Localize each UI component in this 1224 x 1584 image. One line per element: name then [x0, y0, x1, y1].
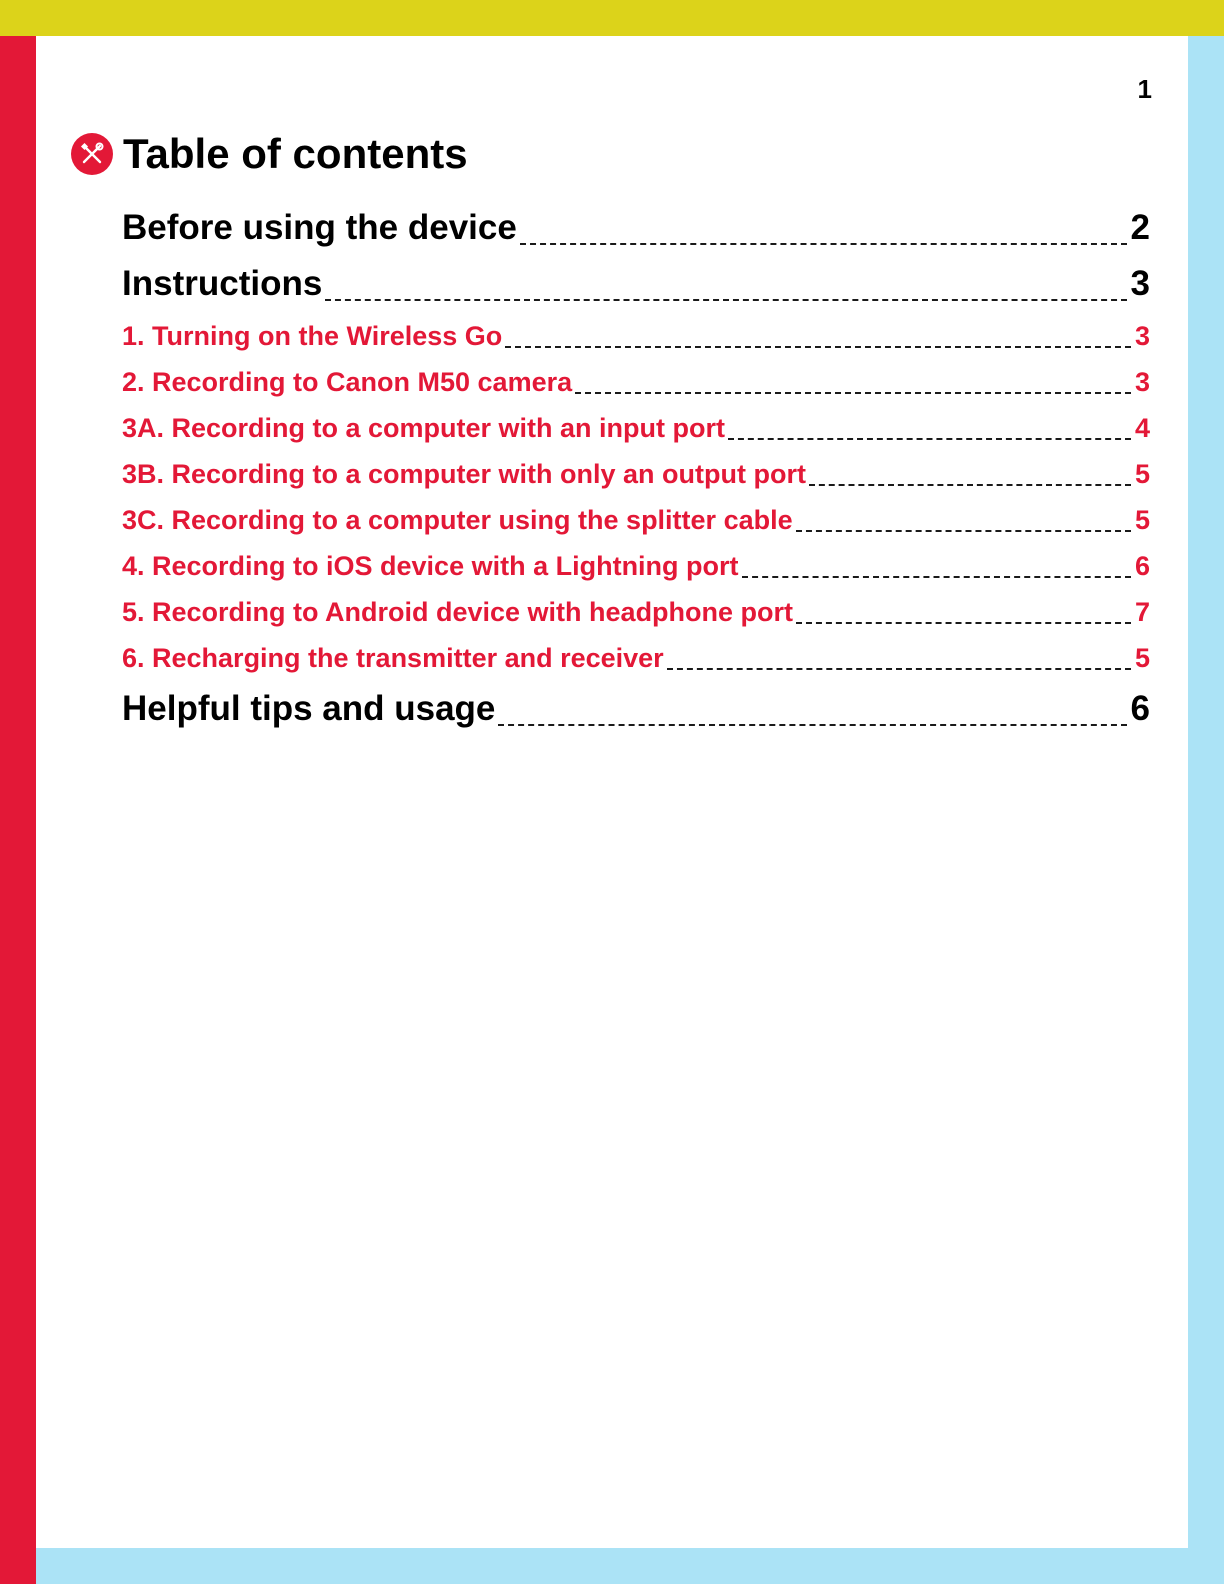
- dotted-leader: [796, 622, 1131, 624]
- toc-entry-label: Before using the device: [122, 208, 517, 247]
- toc-entry-label: Instructions: [122, 264, 323, 303]
- toc-entry-page: 6: [1130, 689, 1150, 728]
- toc-entry-canon-m50[interactable]: [122, 353, 1150, 399]
- toc-entry-page: 3: [1130, 264, 1150, 303]
- toc-entry-label: 3B. Recording to a computer with only an output port: [122, 459, 806, 489]
- toc-entry-before-using[interactable]: [122, 206, 1150, 250]
- toc-entry-page: 5: [1134, 643, 1150, 673]
- toc-entry-page: 3: [1134, 367, 1150, 397]
- dotted-leader: [742, 576, 1131, 578]
- toc-entry-page: 7: [1134, 597, 1150, 627]
- dotted-leader: [728, 438, 1131, 440]
- toc-entry-page: 3: [1134, 321, 1150, 351]
- top-border-bar: [0, 0, 1224, 36]
- toc-entry-turning-on[interactable]: [122, 306, 1150, 353]
- dotted-leader: [575, 392, 1131, 394]
- title-row: [71, 130, 468, 178]
- tools-icon: [71, 133, 113, 175]
- toc-entry-page: 4: [1134, 413, 1150, 443]
- toc-entry-instructions[interactable]: [122, 250, 1150, 306]
- dotted-leader: [667, 668, 1131, 670]
- dotted-leader: [796, 530, 1131, 532]
- dotted-leader: [498, 724, 1126, 726]
- toc-entry-recharging[interactable]: [122, 629, 1150, 675]
- toc-entry-label: 1. Turning on the Wireless Go: [122, 321, 503, 351]
- toc-entry-label: Helpful tips and usage: [122, 689, 496, 728]
- page-title: Table of contents: [123, 130, 468, 177]
- toc-entry-helpful-tips[interactable]: [122, 675, 1150, 731]
- toc-entry-label: 5. Recording to Android device with headphone port: [122, 597, 794, 627]
- toc-entry-label: 3C. Recording to a computer using the splitter cable: [122, 505, 793, 535]
- table-of-contents: [122, 206, 1150, 731]
- left-border-bar: [0, 36, 36, 1584]
- dotted-leader: [520, 243, 1127, 245]
- toc-entry-label: 4. Recording to iOS device with a Lightning port: [122, 551, 739, 581]
- toc-entry-label: 6. Recharging the transmitter and receiver: [122, 643, 664, 673]
- toc-entry-page: 5: [1134, 505, 1150, 535]
- toc-entry-computer-output[interactable]: [122, 445, 1150, 491]
- toc-entry-page: 2: [1130, 208, 1150, 247]
- toc-entry-label: 2. Recording to Canon M50 camera: [122, 367, 573, 397]
- toc-entry-ios-lightning[interactable]: [122, 537, 1150, 583]
- toc-entry-computer-splitter[interactable]: [122, 491, 1150, 537]
- dotted-leader: [505, 346, 1131, 348]
- bottom-border-bar: [36, 1548, 1188, 1584]
- toc-entry-label: 3A. Recording to a computer with an input port: [122, 413, 726, 443]
- toc-entry-android-headphone[interactable]: [122, 583, 1150, 629]
- dotted-leader: [809, 484, 1131, 486]
- toc-entry-page: 6: [1134, 551, 1150, 581]
- toc-entry-computer-input[interactable]: [122, 399, 1150, 445]
- toc-entry-page: 5: [1134, 459, 1150, 489]
- right-border-bar: [1188, 36, 1224, 1584]
- dotted-leader: [325, 299, 1126, 301]
- page-number: 1: [1137, 74, 1152, 104]
